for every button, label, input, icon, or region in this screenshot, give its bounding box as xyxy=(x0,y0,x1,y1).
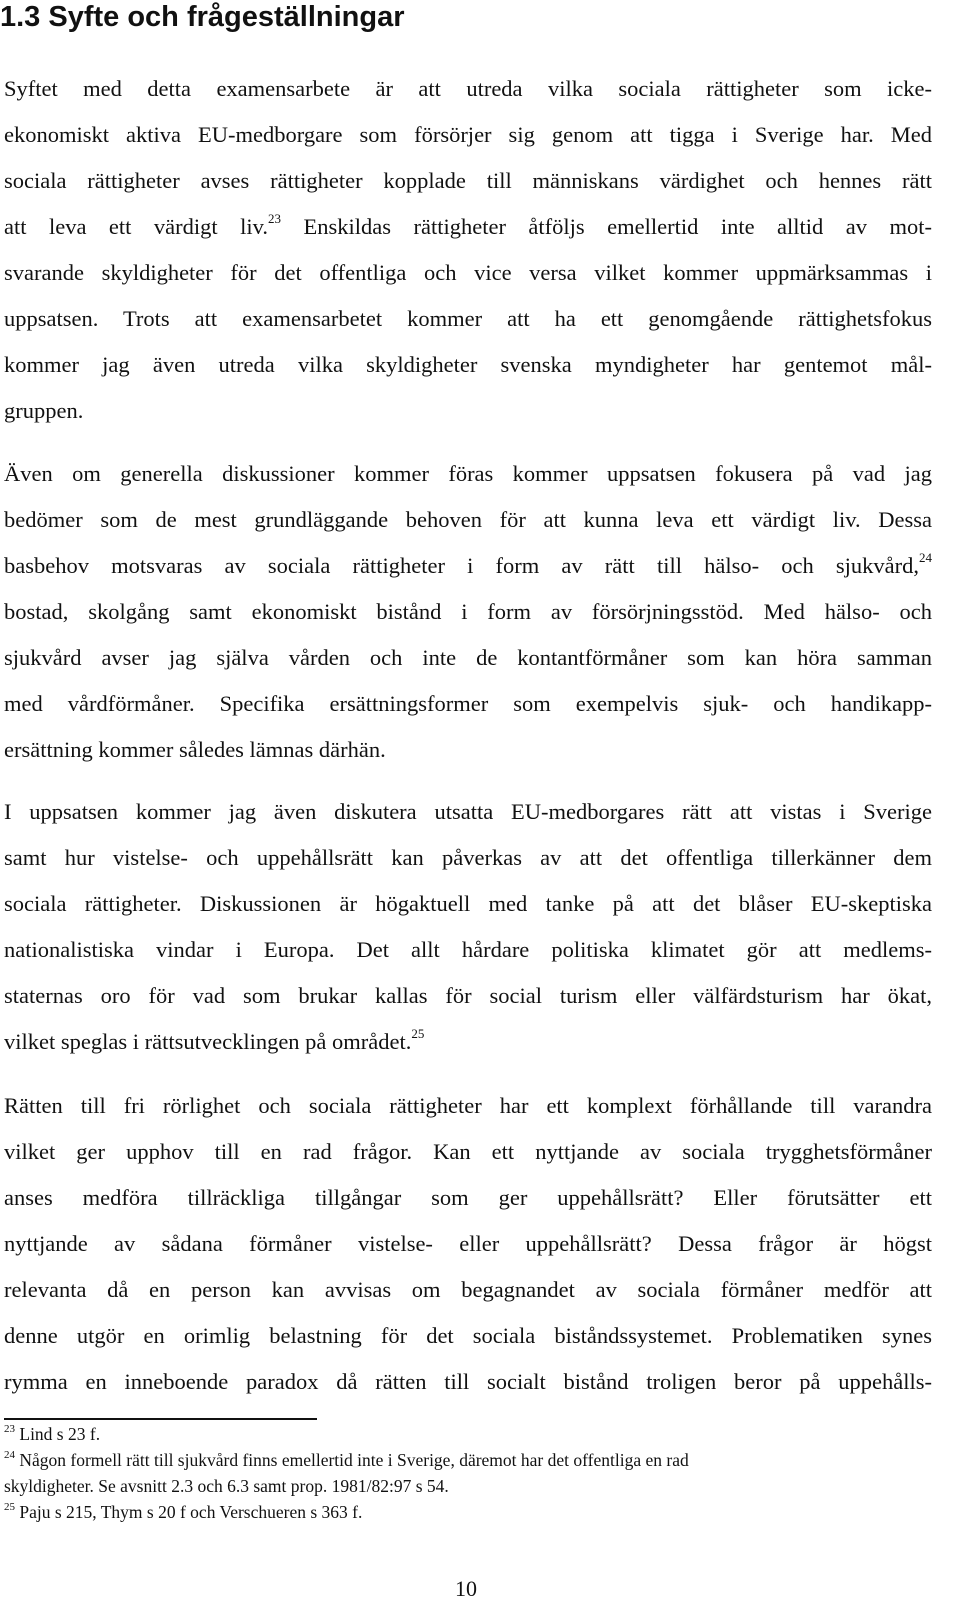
paragraph-purpose xyxy=(4,66,932,434)
text-line: sjukvård avser jag själva vården och inte de kontantförmåner som kan höra samman xyxy=(4,645,932,670)
footnote-24-continued xyxy=(4,1473,932,1499)
text-fragment: vilket speglas i rättsutvecklingen på området. xyxy=(4,1029,412,1054)
text-line: svarande skyldigheter för det offentliga och vice versa vilket kommer uppmärksammas i xyxy=(4,260,932,285)
paragraph-basic-needs xyxy=(4,451,932,773)
text-line: anses medföra tillräckliga tillgångar som ger uppehållsrätt? Eller förutsätter ett xyxy=(4,1185,932,1210)
text-line: staternas oro för vad som brukar kallas för social turism eller välfärdsturism har ökat, xyxy=(4,983,932,1008)
text-line: gruppen. xyxy=(4,398,84,423)
text-line xyxy=(4,543,932,589)
footnote-text: Någon formell rätt till sjukvård finns emellertid inte i Sverige, däremot har det offentliga en rad xyxy=(19,1450,689,1470)
text-line: vilket ger upphov till en rad frågor. Kan ett nyttjande av sociala trygghetsförmåner xyxy=(4,1139,932,1164)
footnote-24 xyxy=(4,1447,932,1473)
text-line: ersättning kommer således lämnas därhän. xyxy=(4,737,386,762)
footnote-separator xyxy=(4,1418,317,1420)
text-line: bostad, skolgång samt ekonomiskt bistånd i form av försörjningsstöd. Med hälso- och xyxy=(4,599,932,624)
text-line: med vårdförmåner. Specifika ersättningsformer som exempelvis sjuk- och handikapp- xyxy=(4,691,932,716)
text-line: I uppsatsen kommer jag även diskutera utsatta EU-medborgares rätt att vistas i Sverige xyxy=(4,799,932,824)
footnotes xyxy=(4,1421,932,1525)
text-line: Rätten till fri rörlighet och sociala rättigheter har ett komplext förhållande till varandra xyxy=(4,1093,932,1118)
paragraph-right-of-residence xyxy=(4,789,932,1065)
text-line: kommer jag även utreda vilka skyldigheter svenska myndigheter har gentemot mål- xyxy=(4,352,932,377)
text-fragment: basbehov motsvaras av sociala rättigheter i form av rätt till hälso- och sjukvård, xyxy=(4,553,919,578)
text-line: denne utgör en orimlig belastning för det sociala biståndssystemet. Problematiken synes xyxy=(4,1323,932,1348)
text-line: Syftet med detta examensarbete är att utreda vilka sociala rättigheter som icke- xyxy=(4,76,932,101)
text-line: bedömer som de mest grundläggande behoven för att kunna leva ett värdigt liv. Dessa xyxy=(4,507,932,532)
text-line: samt hur vistelse- och uppehållsrätt kan påverkas av att det offentliga tillerkänner dem xyxy=(4,845,932,870)
footnote-text: Lind s 23 f. xyxy=(19,1424,101,1444)
footnote-number: 25 xyxy=(4,1501,15,1513)
text-line: relevanta då en person kan avvisas om begagnandet av sociala förmåner medför att xyxy=(4,1277,932,1302)
page-number: 10 xyxy=(455,1576,477,1601)
text-line: uppsatsen. Trots att examensarbetet kommer att ha ett genomgående rättighetsfokus xyxy=(4,306,932,331)
footnote-25 xyxy=(4,1499,932,1525)
footnote-number: 23 xyxy=(4,1423,15,1435)
footnote-text: Paju s 215, Thym s 20 f och Verschueren s 363 f. xyxy=(19,1502,363,1522)
text-fragment: att leva ett värdigt liv. xyxy=(4,214,269,239)
text-line: nyttjande av sådana förmåner vistelse- eller uppehållsrätt? Dessa frågor är högst xyxy=(4,1231,932,1256)
paragraph-free-movement xyxy=(4,1083,932,1405)
footnote-number: 24 xyxy=(4,1449,15,1461)
footnote-reference-25[interactable]: 25 xyxy=(411,1026,425,1041)
text-line: sociala rättigheter avses rättigheter kopplade till människans värdighet och hennes rätt xyxy=(4,168,932,193)
text-line: rymma en inneboende paradox då rätten till socialt bistånd troligen beror på uppehålls- xyxy=(4,1369,932,1394)
text-line: ekonomiskt aktiva EU-medborgare som försörjer sig genom att tigga i Sverige har. Med xyxy=(4,122,932,147)
text-line: Även om generella diskussioner kommer föras kommer uppsatsen fokusera på vad jag xyxy=(4,461,932,486)
footnote-reference-23[interactable]: 23 xyxy=(268,211,282,226)
footnote-reference-24[interactable]: 24 xyxy=(919,550,932,565)
text-line xyxy=(4,204,932,250)
section-heading: 1.3 Syfte och frågeställningar xyxy=(0,1,405,33)
text-line: nationalistiska vindar i Europa. Det allt hårdare politiska klimatet gör att medlems- xyxy=(4,937,932,962)
text-fragment: Enskildas rättigheter åtföljs emellertid inte alltid av mot- xyxy=(281,214,932,239)
text-line xyxy=(4,1019,932,1065)
footnote-23 xyxy=(4,1421,932,1447)
text-line: sociala rättigheter. Diskussionen är högaktuell med tanke på att det blåser EU-skeptiska xyxy=(4,891,932,916)
footnote-text: skyldigheter. Se avsnitt 2.3 och 6.3 samt prop. 1981/82:97 s 54. xyxy=(4,1476,449,1496)
